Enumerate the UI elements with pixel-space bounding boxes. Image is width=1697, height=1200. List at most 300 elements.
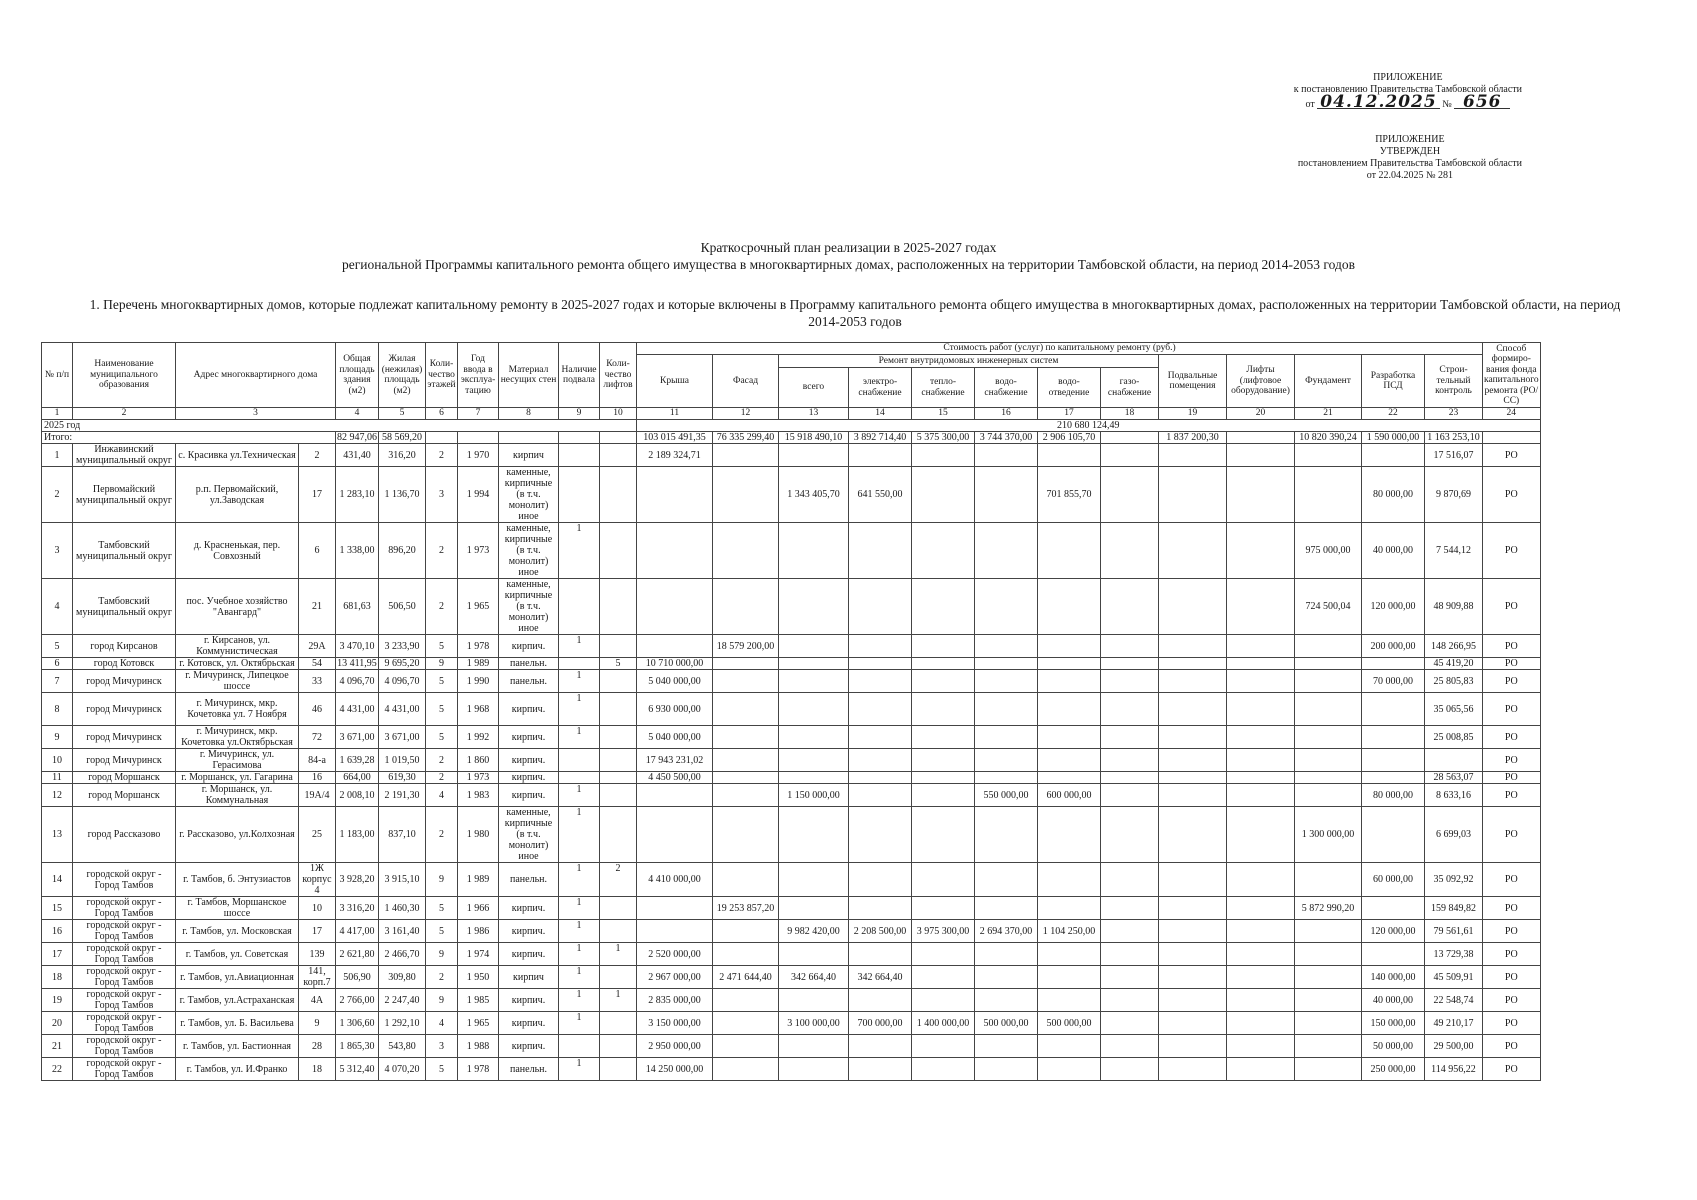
cell-water: [975, 897, 1038, 920]
cell-house: 1Ж корпус 4: [299, 863, 336, 897]
header-roof: Крыша: [637, 355, 713, 408]
cell-water: [975, 444, 1038, 467]
cell-heat: [912, 726, 975, 749]
cell-basement: 1: [559, 784, 600, 807]
cell-roof: 14 250 000,00: [637, 1058, 713, 1081]
cell-num: 17: [42, 943, 73, 966]
cell-municipality: город Мичуринск: [73, 693, 176, 726]
header-elevators: Лифты (лифтовое оборудование): [1227, 355, 1295, 408]
cell-water: [975, 989, 1038, 1012]
cell-basement-rooms: [1159, 726, 1227, 749]
cell-basement: [559, 1035, 600, 1058]
cell-foundation: [1295, 693, 1362, 726]
cell-method: РО: [1483, 658, 1541, 670]
totals-electric: 3 892 714,40: [849, 432, 912, 444]
cell-living-area: 837,10: [379, 807, 426, 863]
cell-design: [1362, 772, 1425, 784]
cell-year: 1 970: [458, 444, 499, 467]
table-row: [42, 920, 1541, 943]
cell-living-area: 3 233,90: [379, 635, 426, 658]
cell-control: 79 561,61: [1425, 920, 1483, 943]
cell-num: 16: [42, 920, 73, 943]
cell-water: [975, 966, 1038, 989]
cell-method: РО: [1483, 1012, 1541, 1035]
cell-sewer: [1038, 444, 1101, 467]
cell-foundation: [1295, 670, 1362, 693]
cell-water: [975, 693, 1038, 726]
cell-basement: 1: [559, 807, 600, 863]
cell-gas: [1101, 772, 1159, 784]
cell-elevators: [1227, 966, 1295, 989]
cell-facade: [713, 444, 779, 467]
cell-electric: [849, 1035, 912, 1058]
appendix-date-line: [1294, 92, 1522, 112]
cell-num: 13: [42, 807, 73, 863]
cell-living-area: 316,20: [379, 444, 426, 467]
cell-address: г. Мичуринск, Липецкое шоссе: [176, 670, 299, 693]
cell-gas: [1101, 784, 1159, 807]
cell-basement-rooms: [1159, 920, 1227, 943]
cell-basement: [559, 467, 600, 523]
header-heat: тепло-снабжение: [912, 368, 975, 408]
cell-control: 6 699,03: [1425, 807, 1483, 863]
cell-living-area: 9 695,20: [379, 658, 426, 670]
cell-eng-total: [779, 749, 849, 772]
cell-facade: [713, 579, 779, 635]
cell-design: 70 000,00: [1362, 670, 1425, 693]
cell-lifts: [600, 693, 637, 726]
cell-elevators: [1227, 670, 1295, 693]
cell-roof: 2 835 000,00: [637, 989, 713, 1012]
cell-heat: [912, 670, 975, 693]
cell-walls: кирпич.: [499, 1035, 559, 1058]
header-living-area: Жилая (нежилая) площадь (м2): [379, 343, 426, 408]
cell-municipality: Первомайский муниципальный округ: [73, 467, 176, 523]
cell-floors: 3: [426, 1035, 458, 1058]
header-total-area: Общая площадь здания (м2): [336, 343, 379, 408]
cell-sewer: [1038, 658, 1101, 670]
cell-water: [975, 670, 1038, 693]
cell-facade: 19 253 857,20: [713, 897, 779, 920]
cell-roof: [637, 467, 713, 523]
cell-basement: [559, 444, 600, 467]
cell-roof: [637, 579, 713, 635]
cell-elevators: [1227, 658, 1295, 670]
cell-gas: [1101, 726, 1159, 749]
cell-electric: [849, 635, 912, 658]
column-number: 13: [779, 408, 849, 420]
cell-gas: [1101, 943, 1159, 966]
totals-eng-total: 15 918 490,10: [779, 432, 849, 444]
year-label: 2025 год: [42, 420, 637, 432]
cell-municipality: городской округ - Город Тамбов: [73, 920, 176, 943]
cell-method: РО: [1483, 784, 1541, 807]
cell-elevators: [1227, 444, 1295, 467]
column-number: 9: [559, 408, 600, 420]
cell-lifts: [600, 635, 637, 658]
cell-lifts: [600, 897, 637, 920]
cell-basement: 1: [559, 897, 600, 920]
cell-year: 1 992: [458, 726, 499, 749]
cell-foundation: 975 000,00: [1295, 523, 1362, 579]
cell-num: 15: [42, 897, 73, 920]
table-row: [42, 658, 1541, 670]
cell-total-area: 3 671,00: [336, 726, 379, 749]
table-row: [42, 749, 1541, 772]
column-number: 17: [1038, 408, 1101, 420]
cell-year: 1 950: [458, 966, 499, 989]
cell-design: [1362, 726, 1425, 749]
column-number: 22: [1362, 408, 1425, 420]
header-sewer: водо-отведение: [1038, 368, 1101, 408]
cell-address: г. Тамбов, ул. Б. Васильева: [176, 1012, 299, 1035]
cell-basement: 1: [559, 693, 600, 726]
cell-eng-total: 342 664,40: [779, 966, 849, 989]
cell-foundation: [1295, 658, 1362, 670]
table-row: [42, 807, 1541, 863]
cell-water: [975, 807, 1038, 863]
cell-eng-total: [779, 726, 849, 749]
cell-total-area: 4 431,00: [336, 693, 379, 726]
cell-house: 16: [299, 772, 336, 784]
cell-control: 25 008,85: [1425, 726, 1483, 749]
cell-control: 28 563,07: [1425, 772, 1483, 784]
cell-water: [975, 658, 1038, 670]
cell-electric: 2 208 500,00: [849, 920, 912, 943]
cell-address: г. Тамбов, ул. И.Франко: [176, 1058, 299, 1081]
cell-eng-total: 3 100 000,00: [779, 1012, 849, 1035]
cell-year: 1 985: [458, 989, 499, 1012]
cell-basement-rooms: [1159, 897, 1227, 920]
cell-facade: [713, 1035, 779, 1058]
cell-basement: 1: [559, 635, 600, 658]
header-method: Способ формиро-вания фонда капитального ремонта (РО/СС): [1484, 343, 1539, 406]
cell-address: г. Тамбов, Моршанское шоссе: [176, 897, 299, 920]
cell-roof: [637, 784, 713, 807]
cell-eng-total: [779, 444, 849, 467]
cell-total-area: 681,63: [336, 579, 379, 635]
column-number: 23: [1425, 408, 1483, 420]
table-row: [42, 943, 1541, 966]
cell-municipality: городской округ - Город Тамбов: [73, 1012, 176, 1035]
cell-lifts: [600, 444, 637, 467]
cell-total-area: 506,90: [336, 966, 379, 989]
cell-floors: 2: [426, 772, 458, 784]
cell-lifts: [600, 1058, 637, 1081]
cell-electric: [849, 579, 912, 635]
column-number: 12: [713, 408, 779, 420]
cell-address: г. Тамбов, ул. Бастионная: [176, 1035, 299, 1058]
cell-eng-total: 9 982 420,00: [779, 920, 849, 943]
totals-basement-rooms: 1 837 200,30: [1159, 432, 1227, 444]
column-number: 4: [336, 408, 379, 420]
header-foundation: Фундамент: [1295, 355, 1362, 408]
cell-basement: 1: [559, 943, 600, 966]
cell-foundation: [1295, 467, 1362, 523]
totals-sewer: 2 906 105,70: [1038, 432, 1101, 444]
cell-foundation: [1295, 1012, 1362, 1035]
document-title: [0, 239, 1697, 273]
handwritten-number: 656: [1454, 96, 1510, 109]
cell-method: РО: [1483, 943, 1541, 966]
cell-heat: [912, 1035, 975, 1058]
cell-address: г. Тамбов, ул.Авиационная: [176, 966, 299, 989]
cell-design: [1362, 658, 1425, 670]
cell-house: 6: [299, 523, 336, 579]
cell-sewer: 500 000,00: [1038, 1012, 1101, 1035]
cell-heat: [912, 579, 975, 635]
cell-num: 14: [42, 863, 73, 897]
cell-elevators: [1227, 749, 1295, 772]
cell-water: [975, 635, 1038, 658]
cell-total-area: 431,40: [336, 444, 379, 467]
cell-living-area: 3 161,40: [379, 920, 426, 943]
totals-row: [42, 432, 1541, 444]
cell-facade: 18 579 200,00: [713, 635, 779, 658]
cell-basement-rooms: [1159, 658, 1227, 670]
cell-gas: [1101, 966, 1159, 989]
cell-electric: [849, 523, 912, 579]
cell-walls: панельн.: [499, 658, 559, 670]
cell-heat: [912, 658, 975, 670]
cell-walls: каменные, кирпичные (в т.ч. монолит) иное: [499, 579, 559, 635]
cell-electric: 641 550,00: [849, 467, 912, 523]
cell-method: РО: [1483, 966, 1541, 989]
cell-heat: [912, 772, 975, 784]
cell-municipality: Инжавинский муниципальный округ: [73, 444, 176, 467]
cell-municipality: город Котовск: [73, 658, 176, 670]
cell-design: 80 000,00: [1362, 467, 1425, 523]
column-number: 18: [1101, 408, 1159, 420]
cell-sewer: [1038, 807, 1101, 863]
header-eng-total: всего: [779, 368, 849, 408]
cell-basement-rooms: [1159, 1012, 1227, 1035]
cell-basement-rooms: [1159, 444, 1227, 467]
cell-lifts: [600, 579, 637, 635]
cell-roof: 2 189 324,71: [637, 444, 713, 467]
cell-house: 72: [299, 726, 336, 749]
cell-total-area: 5 312,40: [336, 1058, 379, 1081]
cell-walls: каменные, кирпичные (в т.ч. монолит) иное: [499, 523, 559, 579]
totals-roof: 103 015 491,35: [637, 432, 713, 444]
cell-lifts: [600, 749, 637, 772]
cell-walls: панельн.: [499, 670, 559, 693]
cell-eng-total: [779, 943, 849, 966]
header-electric: электро-снабжение: [849, 368, 912, 408]
cell-eng-total: [779, 635, 849, 658]
cell-floors: 2: [426, 807, 458, 863]
cell-elevators: [1227, 943, 1295, 966]
table-header: [42, 343, 1541, 408]
cell-floors: 5: [426, 693, 458, 726]
cell-eng-total: [779, 670, 849, 693]
cell-year: 1 974: [458, 943, 499, 966]
handwritten-date: 04.12.2025: [1317, 96, 1439, 109]
cell-living-area: 4 431,00: [379, 693, 426, 726]
cell-lifts: [600, 807, 637, 863]
cell-design: [1362, 693, 1425, 726]
cell-basement-rooms: [1159, 693, 1227, 726]
cell-method: РО: [1483, 693, 1541, 726]
cell-sewer: [1038, 579, 1101, 635]
cell-eng-total: [779, 897, 849, 920]
cell-method: РО: [1483, 467, 1541, 523]
cell-design: [1362, 749, 1425, 772]
cell-total-area: 664,00: [336, 772, 379, 784]
appendix-stamp-approved: [1298, 134, 1522, 182]
cell-address: г. Рассказово, ул.Колхозная: [176, 807, 299, 863]
cell-roof: [637, 523, 713, 579]
cell-water: [975, 467, 1038, 523]
cell-floors: 4: [426, 784, 458, 807]
cell-control: [1425, 749, 1483, 772]
cell-heat: [912, 897, 975, 920]
cell-gas: [1101, 444, 1159, 467]
cell-municipality: городской округ - Город Тамбов: [73, 966, 176, 989]
cell-basement-rooms: [1159, 807, 1227, 863]
column-number: 19: [1159, 408, 1227, 420]
cell-num: 19: [42, 989, 73, 1012]
cell-sewer: [1038, 897, 1101, 920]
cell-control: 22 548,74: [1425, 989, 1483, 1012]
cell-living-area: 896,20: [379, 523, 426, 579]
cell-roof: 10 710 000,00: [637, 658, 713, 670]
cell-house: 17: [299, 920, 336, 943]
cell-total-area: 1 639,28: [336, 749, 379, 772]
cell-gas: [1101, 658, 1159, 670]
cell-control: 17 516,07: [1425, 444, 1483, 467]
cell-floors: 4: [426, 1012, 458, 1035]
cell-eng-total: [779, 772, 849, 784]
cell-electric: [849, 726, 912, 749]
cell-num: 9: [42, 726, 73, 749]
table-row: [42, 670, 1541, 693]
table-row: [42, 635, 1541, 658]
appendix-stamp-top: [1294, 72, 1522, 111]
totals-facade: 76 335 299,40: [713, 432, 779, 444]
cell-address: г. Моршанск, ул. Коммунальная: [176, 784, 299, 807]
cell-foundation: [1295, 772, 1362, 784]
cell-sewer: [1038, 693, 1101, 726]
cell-eng-total: [779, 1035, 849, 1058]
cell-method: РО: [1483, 897, 1541, 920]
cell-living-area: 543,80: [379, 1035, 426, 1058]
cell-address: г. Моршанск, ул. Гагарина: [176, 772, 299, 784]
cell-basement: [559, 772, 600, 784]
cell-sewer: [1038, 523, 1101, 579]
cell-heat: [912, 635, 975, 658]
cell-num: 10: [42, 749, 73, 772]
cell-living-area: 3 671,00: [379, 726, 426, 749]
cell-design: 150 000,00: [1362, 1012, 1425, 1035]
cell-sewer: [1038, 863, 1101, 897]
cell-gas: [1101, 579, 1159, 635]
cell-sewer: [1038, 989, 1101, 1012]
approved-label: УТВЕРЖДЕН: [1379, 146, 1441, 157]
cell-floors: 5: [426, 726, 458, 749]
table-body: [42, 408, 1541, 1081]
cell-roof: 4 410 000,00: [637, 863, 713, 897]
cell-eng-total: 1 343 405,70: [779, 467, 849, 523]
table-row: [42, 467, 1541, 523]
appendix-ot-label: от: [1305, 99, 1315, 110]
appendix-title: ПРИЛОЖЕНИЕ: [1373, 72, 1443, 83]
cell-heat: [912, 784, 975, 807]
cell-address: г. Кирсанов, ул. Коммунистическая: [176, 635, 299, 658]
cell-living-area: 4 070,20: [379, 1058, 426, 1081]
column-number: 8: [499, 408, 559, 420]
cell-num: 22: [42, 1058, 73, 1081]
cell-num: 20: [42, 1012, 73, 1035]
cell-control: 48 909,88: [1425, 579, 1483, 635]
cell-floors: 2: [426, 523, 458, 579]
cell-control: 45 509,91: [1425, 966, 1483, 989]
cell-control: 35 092,92: [1425, 863, 1483, 897]
cell-lifts: [600, 920, 637, 943]
cell-lifts: [600, 523, 637, 579]
cell-sewer: [1038, 635, 1101, 658]
appendix-resolution-line: к постановлению Правительства Тамбовской области: [1293, 84, 1522, 95]
cell-design: 200 000,00: [1362, 635, 1425, 658]
cell-elevators: [1227, 467, 1295, 523]
cell-foundation: 724 500,04: [1295, 579, 1362, 635]
cell-num: 1: [42, 444, 73, 467]
cell-house: 46: [299, 693, 336, 726]
cell-floors: 9: [426, 989, 458, 1012]
cell-water: [975, 943, 1038, 966]
cell-heat: 3 975 300,00: [912, 920, 975, 943]
cell-heat: [912, 943, 975, 966]
cell-lifts: [600, 726, 637, 749]
cell-living-area: 3 915,10: [379, 863, 426, 897]
cell-year: 1 994: [458, 467, 499, 523]
column-number: 24: [1483, 408, 1541, 420]
cell-heat: [912, 989, 975, 1012]
cell-basement: 1: [559, 523, 600, 579]
cell-walls: кирпич.: [499, 920, 559, 943]
column-number: 3: [176, 408, 336, 420]
cell-municipality: Тамбовский муниципальный округ: [73, 523, 176, 579]
cell-facade: [713, 920, 779, 943]
cell-elevators: [1227, 897, 1295, 920]
cell-walls: каменные, кирпичные (в т.ч. монолит) иное: [499, 467, 559, 523]
cell-facade: [713, 784, 779, 807]
cell-floors: 2: [426, 966, 458, 989]
cell-foundation: 5 872 990,20: [1295, 897, 1362, 920]
cell-basement-rooms: [1159, 863, 1227, 897]
column-number: 15: [912, 408, 975, 420]
cell-basement-rooms: [1159, 1035, 1227, 1058]
cell-gas: [1101, 635, 1159, 658]
cell-design: 40 000,00: [1362, 989, 1425, 1012]
cell-basement-rooms: [1159, 1058, 1227, 1081]
cell-method: РО: [1483, 579, 1541, 635]
cell-total-area: 3 928,20: [336, 863, 379, 897]
cell-elevators: [1227, 1035, 1295, 1058]
column-number: 10: [600, 408, 637, 420]
cell-lifts: 1: [600, 943, 637, 966]
cell-total-area: 2 008,10: [336, 784, 379, 807]
header-year: Год ввода в эксплуа-тацию: [458, 343, 499, 408]
cell-control: 45 419,20: [1425, 658, 1483, 670]
cell-sewer: [1038, 1035, 1101, 1058]
cell-foundation: 1 300 000,00: [1295, 807, 1362, 863]
cell-facade: [713, 693, 779, 726]
cell-num: 12: [42, 784, 73, 807]
cell-municipality: город Моршанск: [73, 784, 176, 807]
cell-floors: 3: [426, 467, 458, 523]
cell-facade: [713, 989, 779, 1012]
